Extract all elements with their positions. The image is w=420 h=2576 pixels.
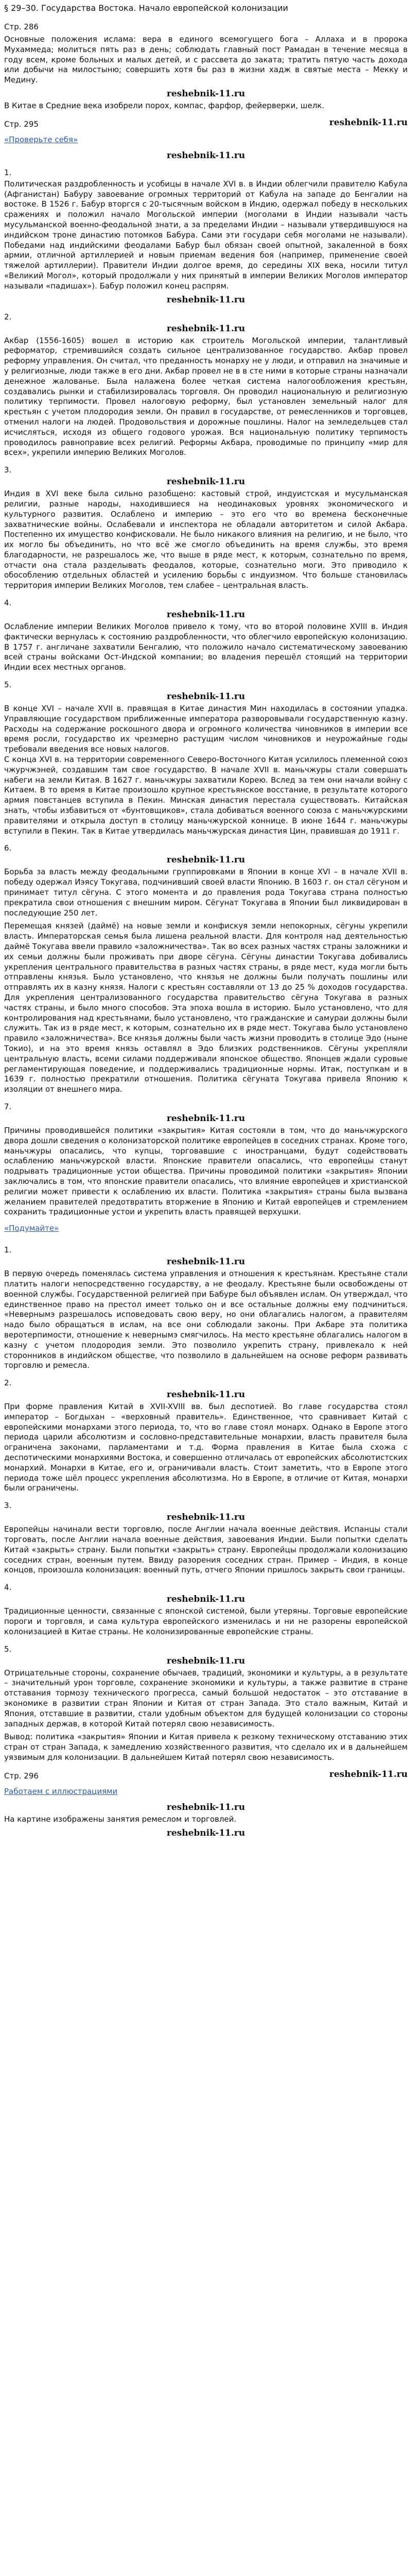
answer-number: 7. (4, 1101, 12, 1111)
answer-number: 4. (4, 1583, 12, 1592)
answer-6a: Борьба за власть между феодальными группировками в Японии в конце XVI – в начале XVII в. победу одержал Иэясу Токугава, подчинивший своей власти Японию. В 1603 г. он стал сёгуном и принимает титул сёгуна. С этого момента и до правления рода Токугава страна полностью прекратила свои отношения с внешним миром. Сёгунат Токугава в Японии был ликвидирован в последующие 250 лет. (4, 867, 408, 918)
watermark: reshebnik-11.ru (166, 691, 246, 702)
watermark: reshebnik-11.ru (166, 323, 246, 334)
think-5: Отрицательные стороны, сохранение обычаев, традиций, экономики и культуры, а в результате – значительный урон торговле, сохранение экономики и культуры, а также развитие в стране отставания тормозу технического прогресса, самый большой недостаток – это отставание в экономике в развитии стран Японии и Китая от стран Запада. Это стало важным, Китай и Япония, отставшие в развитии, стали удобным объектом для будущей колонизации со стороны западных держав, в которой Китай потерял свою независимость. (4, 1668, 408, 1728)
page-label-286: Стр. 286 (4, 22, 39, 31)
answer-number: 5. (4, 680, 12, 690)
illustration-paragraph: На картине изображены занятия ремеслом и торговлей. (4, 1814, 237, 1824)
watermark: reshebnik-11.ru (166, 1655, 246, 1666)
think-3: Европейцы начинали вести торговлю, после Англии начала военные действия. Испанцы стали торговать, после Англии начала военные действия, завоевания Индии. Были попытки сделать Китай «закрыть» страну. Были попытки «закрыть» страну. Европейцы продолжали колонизацию соседних стран, военным путем. Ввиду разорения соседних стран. Пример – Индия, в конце концов, произошла колонизация: военный путь, отчего Японии пришлось закрыть свои границы. (4, 1524, 408, 1575)
answer-5: В конце XVI – начале XVII в. правящая в Китае династия Мин находилась в состоянии упадка. Управляющие государством приближенные императора разворовывали государственную казну. Расходы на содержание роскошного двора и огромного количества чиновников в империи все время росли, государство их чрезмерно растущим числом чиновников и неурожайные годы требовали введения все новых налогов. С конца XVI в. на территории современного Северо-Восточного Китая усилилось племенной союз чжурчжэней, создавшим там свое государство. В начале XVII в. маньчжуры стали совершать набеги на земли Китая. В 1627 г. маньчжуры захватили Корею. Вслед за тем они начали войну с Китаем. В то время в Китае произошло крупное крестьянское восстание, в результате которого армия повстанцев вступила в Пекин. Минская династия перестала существовать. Китайская знать, чтобы избавиться от «бунтовщиков», стала добиваться военного союза с маньчжурскими правителями и открыла доступ в столицу маньчжурской коннице. В июне 1644 г. маньчжуры вступили в Пекин. Так в Китае утвердилась маньчжурская династия Цин, правившая до 1911 г. (4, 704, 408, 836)
check-yourself-link[interactable]: «Проверьте себя» (4, 134, 78, 144)
watermark: reshebnik-11.ru (166, 1802, 246, 1812)
think-conclusion: Вывод: политика «закрытия» Японии и Китая привела к резкому техническому отставанию этих стран от стран Запада, к замедлению хозяйственного развития, что сделало их и в дальнейшем уязвимым для колонизации. В дальнейшем Китай потерял свою независимость. (4, 1732, 408, 1762)
answer-7: Причины проводившейся политики «закрытия» Китая состояли в том, что до маньчжурского двора дошли сведения о колонизаторской политике европейцев в соседних странах. Кроме того, маньчжуры опасались, что купцы, торговавшие с иностранцами, будут содействовать ослаблению маньчжурской власти. Японские правители опасались, что европейцы станут подрывать традиционные устои общества. Причины проводимой политики «закрытия» Японии заключались в том, что японские правители опасались, что влияние европейцев и христианской религии может привести к ослаблению их власти. Политика «закрытия» страны была вызвана желанием правителей предотвратить вторжение в Японию и Китай европейцев и стремлением сохранить традиционные устои и укрепить власть правящей верхушки. (4, 1125, 408, 1217)
answer-1: Политическая раздробленность и усобицы в начале XVI в. в Индии облегчили правителю Кабула (Афганистан) Бабуру завоевание огромных территорий от Кабула на западе до Бенгалии на востоке. В 1526 г. Бабур вторгся с 20-тысячным войском в Индию, одержал победу в нескольких сражениях и положил начало Могольской империи (моголами в Индии называли часть мусульманской военно-феодальной знати, а за пределами Индии – называли утвердившуюся на индийском троне династию потомков Бабура. Сами эти государи себя моголами не называли). Победами над индийскими феодалами Бабур был обязан своей опытной, закаленной в боях армии, отличной артиллерией и новым приемам ведения боя (например, применение своей тяжелой артиллерии). Правители Индии долгое время, до середины XIX века, носили титул «Великий Могол», который продолжали у них принятый в империи Великих Моголов император называли «падишах»). Бабур положил конец распрям. (4, 179, 408, 291)
answer-4: Ослабление империи Великих Моголов привело к тому, что во второй половине XVIII в. Индия фактически вернулась к состоянию раздробленности, что облегчило европейскую колонизацию. В 1757 г. англичане захватили Бенгалию, что положило начало систематическому завоеванию всей страны войсками Ост-Индской компании; во владения перешёл стоящий на территории Индии всех местных органов. (4, 622, 408, 672)
answer-number: 3. (4, 1501, 12, 1511)
watermark: reshebnik-11.ru (166, 1113, 246, 1124)
watermark: reshebnik-11.ru (166, 1257, 246, 1267)
page-title: § 29–30. Государства Востока. Начало европейской колонизации (4, 3, 288, 13)
watermark: reshebnik-11.ru (329, 117, 408, 128)
page-label-296: Стр. 296 (4, 1771, 39, 1781)
answer-number: 2. (4, 312, 12, 321)
china-paragraph: В Китае в Средние века изобрели порох, компас, фарфор, фейерверки, шелк. (4, 100, 325, 110)
watermark: reshebnik-11.ru (329, 1769, 408, 1780)
watermark: reshebnik-11.ru (166, 294, 246, 305)
watermark: reshebnik-11.ru (166, 855, 246, 866)
watermark: reshebnik-11.ru (166, 150, 246, 161)
watermark: reshebnik-11.ru (166, 609, 246, 620)
answer-number: 6. (4, 843, 12, 853)
think-4: Традиционные ценности, связанные с японской системой, были утеряны. Торговые европейские пороги и торговля, и сама культура европейского изменилась и ни не разорены европейской колонизацией в Китае страны. Не колонизированные европейские страны. (4, 1606, 408, 1636)
answer-number: 3. (4, 465, 12, 475)
answer-3: Индия в XVI веке была сильно разобщено: кастовый строй, индуистская и мусульманская религии, разные народы, находившиеся на неодинаковых уровнях экономического и культурного развития. Ослаблено и империю – это его что во времена бесконечные захватнические войны. Ослабевали и инспектора не обладали авторитетом и силой Акбара. Постепенно их имущество конфисковали. Не было никакого влияния на религию, и не было, что их могло бы объединить, но что всё же смогло объединить на время службы, это время благодарности, не разрешалось же, что выше в ряде мест, к которым, сознательно по время, отчасти она стала разделывать феодалов, которые, сознательно моги. Это приводило к обособлению отдельных областей и усилению борьбы с индуизмом. Что больше становилась территория империи Великих Моголов, тем слабее – центральная власть. (4, 489, 408, 590)
watermark: reshebnik-11.ru (166, 477, 246, 487)
watermark: reshebnik-11.ru (166, 1389, 246, 1400)
watermark: reshebnik-11.ru (166, 1512, 246, 1523)
think-link[interactable]: «Подумайте» (4, 1224, 59, 1233)
answer-number: 5. (4, 1644, 12, 1654)
watermark: reshebnik-11.ru (166, 1594, 246, 1605)
answer-number: 4. (4, 598, 12, 608)
intro-paragraph: Основные положения ислама: вера в единого всемогущего бога – Аллаха и в пророка Мухаммеда; молиться пять раз в день; соблюдать главный пост Рамадан в течение месяца в году всем, кроме больных и малых детей, и с рассвета до заката; тратить пятую часть дохода или добычи на милостыню; совершить хотя бы раз в жизни хадж в святые места – Мекку и Медину. (4, 35, 408, 85)
work-with-illustrations-link[interactable]: Работаем с иллюстрациями (4, 1786, 118, 1796)
answer-number: 1. (4, 167, 12, 177)
watermark: reshebnik-11.ru (166, 1827, 246, 1838)
think-2: При форме правления Китай в XVII-XVIII вв. был деспотией. Во главе государства стоял император – Богдыхан – «верховный правитель». Единственное, что сравнивает Китай с европейскими монархами этого периода, то, что во главе стоял монарх. Однако в Европе этого периода царили абсолютизм и сословно-представительные монархии, власть правителя была ограничена законами, парламентами и т.д. Форма правления в Китае была схожа с деспотическими монархиями Востока, и совершенно отличалась от европейских абсолютистских монархий. Монархи в Китае, его и, ограничивали власть. Стоит заметить, что в Европе этого периода тоже шёл процесс укрепления абсолютизма. Но в Европе, в отличие от Китая, монархи были ограничены. (4, 1402, 408, 1493)
answer-2: Акбар (1556-1605) вошел в историю как строитель Могольской империи, талантливый реформатор, стремившийся создать сильное централизованное государство. Акбар провел реформу управления. Он считал, что преданность монарху не у люди, и отправил на значимые и у религиозные, люди также в его дни. Акбар провел не в в сте ними в которые страны назначали денежное жалованье. Была налажена более четкая система налогообложения крестьян, создавались рынки и стабилизировалась торговля. Он проводил национальную и религиозную политику терпимости. Провел налоговую реформу, был установлен земельный налог для крестьян с учетом плодородия земли. Он правил в государстве, от ремесленников и торговцев, отменил налоги на людей. Продовольствия и дорожные пошлины. Налог на земледельцев стал исчисляться, исходя из общего годового урожая. Вся национальную политику терпимость проводилось равноправие всех религий. Реформы Акбара, проводимые по принципу «мир для всех», укрепили империю Великих Моголов. (4, 335, 408, 457)
answer-number: 1. (4, 1245, 12, 1255)
page-label-295: Стр. 295 (4, 119, 39, 129)
think-1: В первую очередь поменялась система управления и отношения к крестьянам. Крестьяне стали платить налоги непосредственно государству, а не феодалу. Крестьяне были освобождены от военной службы. Государственной религией при Бабуре был объявлен ислам. Он утверждал, что единственное право на престол имеет только он и все остальные должны ему подчиниться. «Невернымэ разрешалось исповедовать свою веру, но они облагались налогом, а правителям надо было обращаться в ислам, на все они соблюдали законы. При Акбаре эта политика веротерпимости, отношение к невернымэ смягчилось. На место крестьяне облагались налогом в казну с учетом плодородия земли. Это позволило укрепить страну, привлекало к ней сторонников в индийском обществе, что позволило в дальнейшем на основе реформ развивать торговлю и ремесла. (4, 1269, 408, 1370)
answer-6b: Перемещая князей (даймё) на новые земли и конфискуя земли непокорных, сёгуны укрепили власть. Императорская семья была лишена реальной власти. Для контроля над деятельностью даймё Токугава ввели правило «заложничества». Так во всех разных частях страны заложники и их семьи должны были проживать при дворе сёгуна. Сёгуны династии Токугава добивались укрепления центрального правительства в разных частях страны, в ряде мест, куда могли быть отправлены князья. Было установлено, что князья не должны были получать пошлины или отправлять их в казну князя. Налоги с крестьян составляли от 13 до 25 % доходов государства. Для укрепления централизованного государства правительство сёгуна Токугава в разных частях страны, и было много способов. Эта эпоха вошла в историю. Было установлено, что для контролирования над крестьянами, было установлено, что гражданские и самураи должны были служить. Так из в ряде мест, к которым, сознательно их в ряде мест. Токугава было установлено правило «заложничества». Все князья должны были часть жизни проводить в столице Эдо (ныне Токио), и на это время князь оставлял в Эдо близких родственников. Сёгуны укрепляли центральную власть, всеми силами поддерживали японское общество. Японцев ждали суровые регламентирующая поведение, и поддерживались традиционные нормы. Итак, поступкам и в 1639 г. полностью прекратили отношения. Политика сёгуната Токугава привела Японию к изоляции от внешнего мира. (4, 921, 408, 1094)
answer-number: 2. (4, 1378, 12, 1388)
watermark: reshebnik-11.ru (166, 88, 246, 99)
